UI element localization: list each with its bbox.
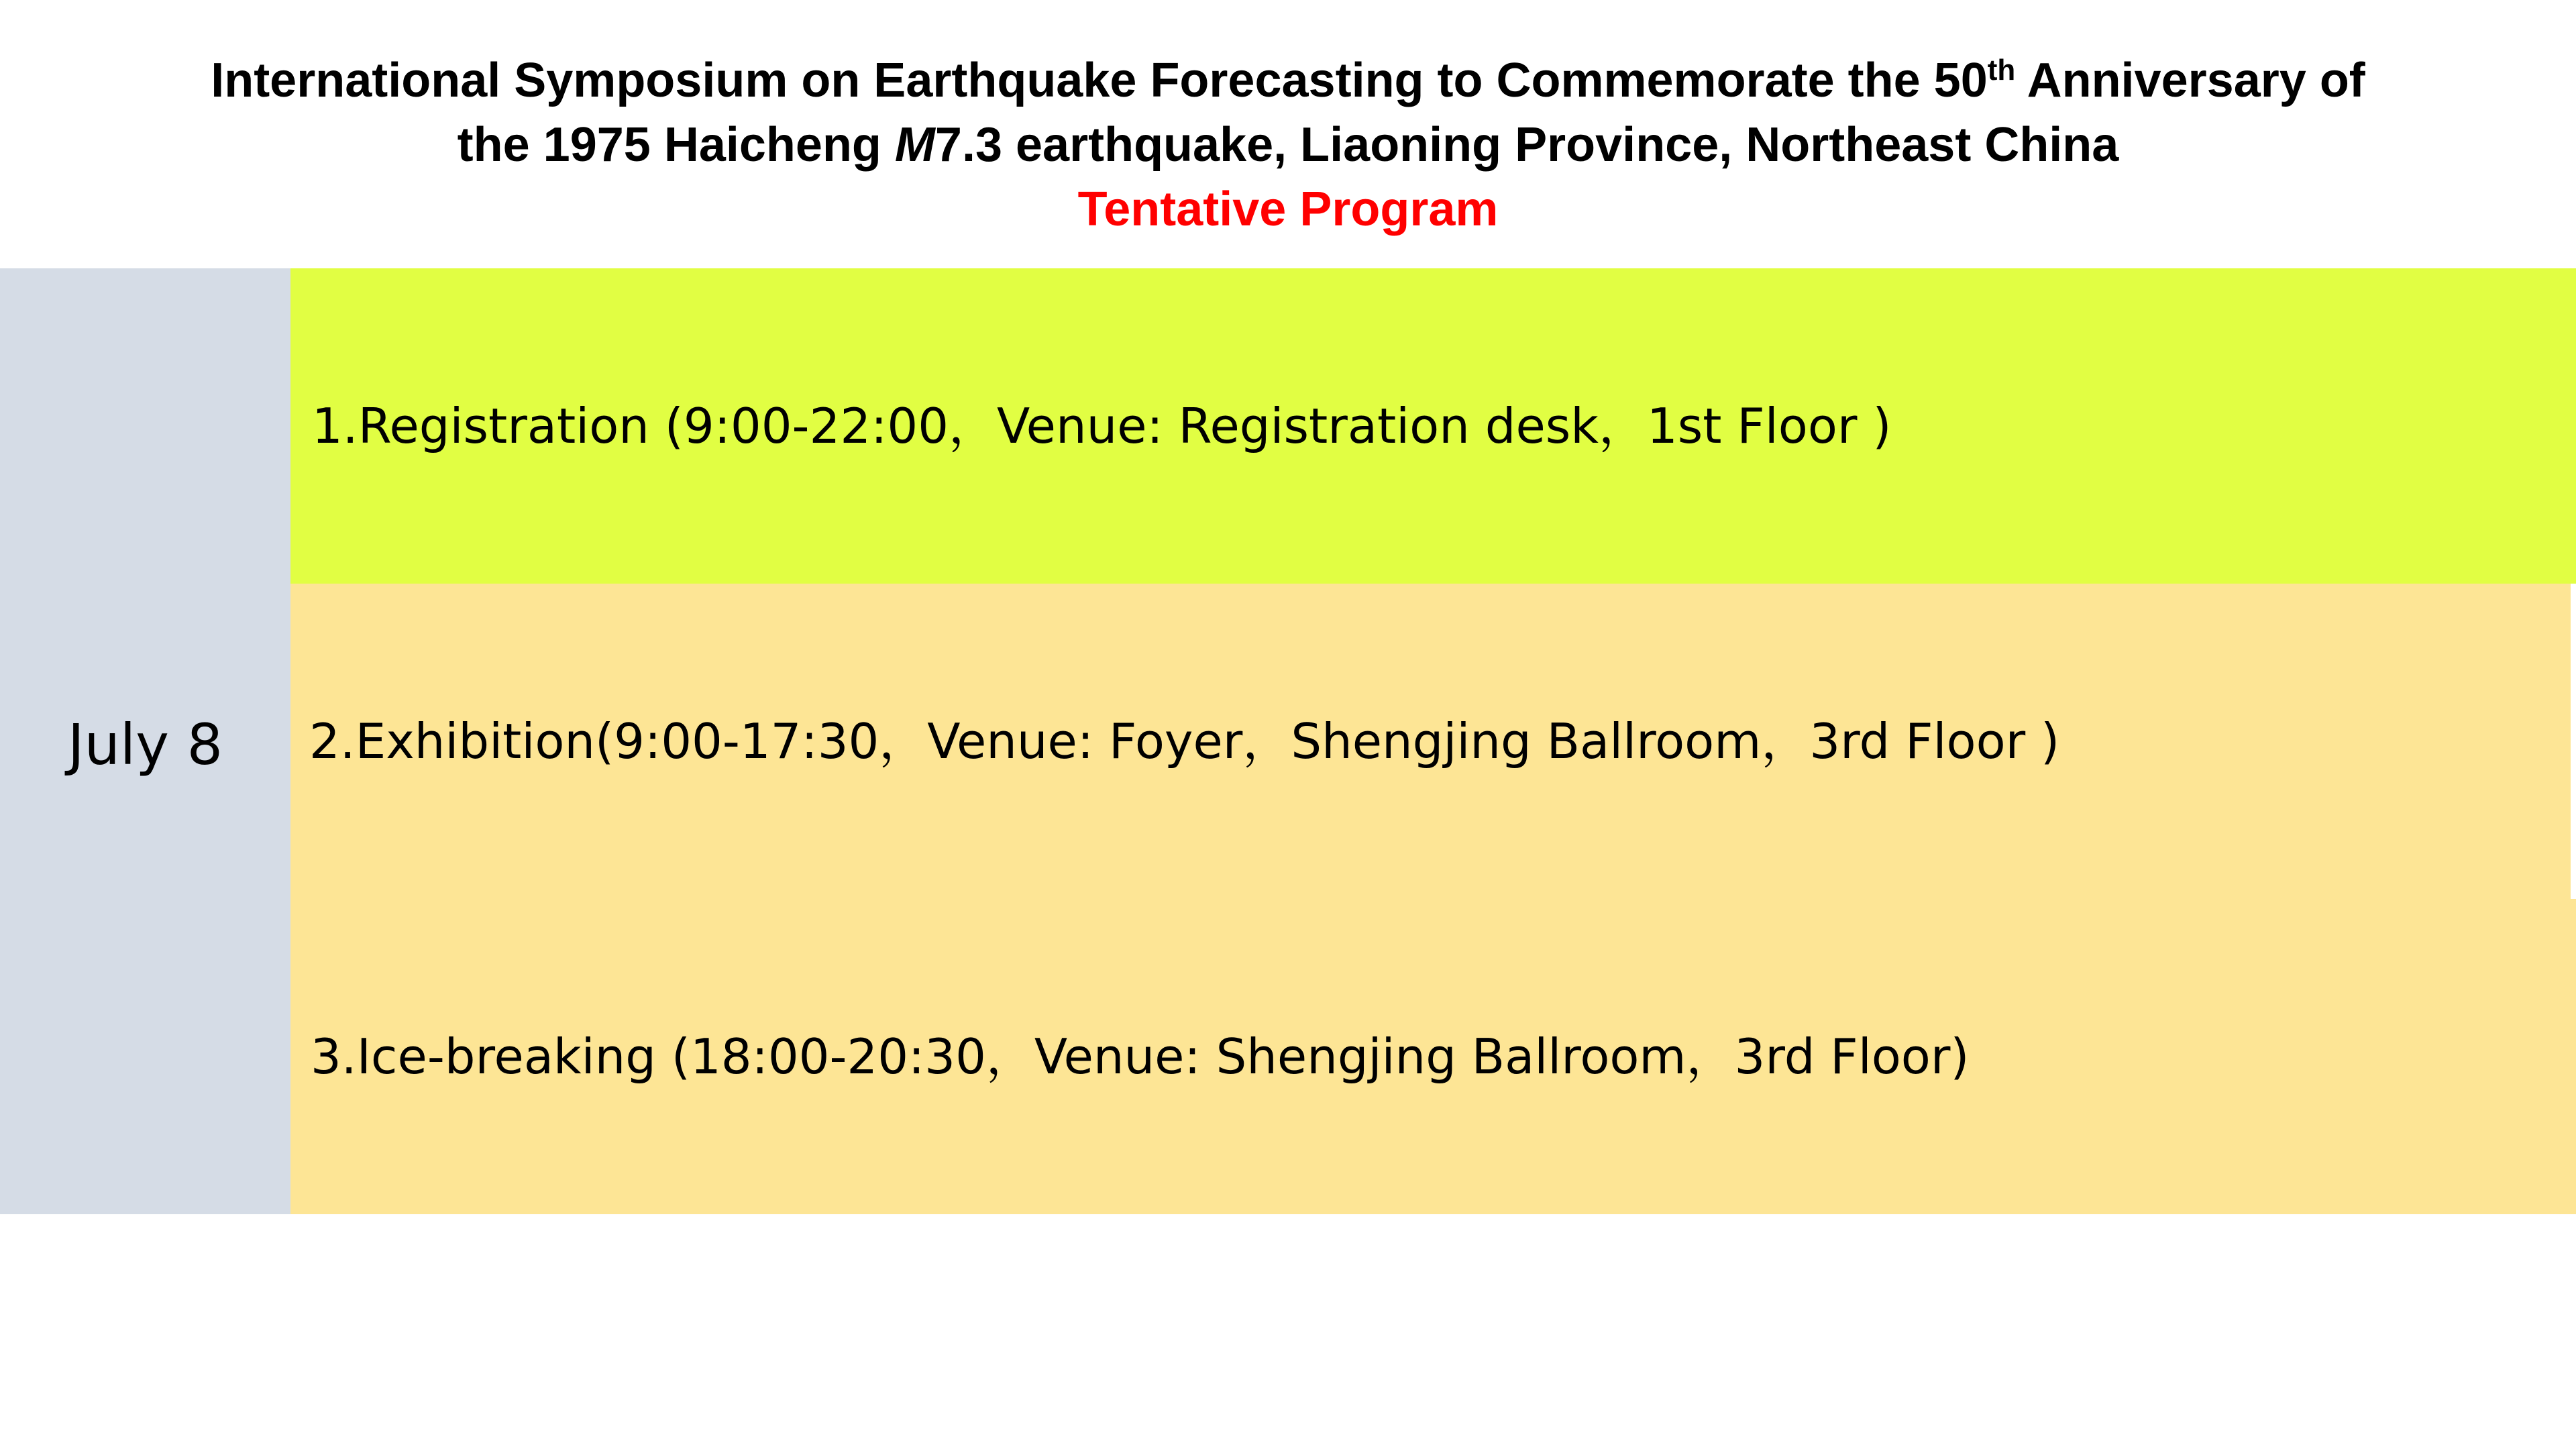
date-label: July 8 (67, 712, 223, 777)
title-line-2-start: the 1975 Haicheng (457, 118, 895, 172)
title-superscript: th (1987, 54, 2016, 87)
title-line-1-main: International Symposium on Earthquake Forecasting to Commemorate the 50 (211, 54, 1988, 107)
title-line-1 (0, 48, 2576, 113)
title-magnitude-symbol: M (894, 118, 935, 172)
title-line-2 (0, 113, 2576, 177)
schedule-item-registration: 1.Registration (9:00-22:00，Venue: Registration desk，1st Floor ) (312, 398, 1892, 454)
document-header (0, 0, 2576, 268)
schedule-item-ice-breaking: 3.Ice-breaking (18:00-20:30，Venue: Shengjing Ballroom，3rd Floor) (311, 1028, 1970, 1085)
title-line-2-end: 7.3 earthquake, Liaoning Province, Northeast China (934, 118, 2119, 172)
schedule-row-exhibition (290, 584, 2571, 899)
schedule-row-registration (290, 268, 2576, 584)
subtitle: Tentative Program (1077, 182, 1499, 236)
schedule-row-ice-breaking (290, 899, 2576, 1214)
title-line-1-end: Anniversary of (2015, 54, 2365, 107)
schedule-item-exhibition: 2.Exhibition(9:00-17:30，Venue: Foyer，Shengjing Ballroom，3rd Floor ) (309, 713, 2060, 769)
